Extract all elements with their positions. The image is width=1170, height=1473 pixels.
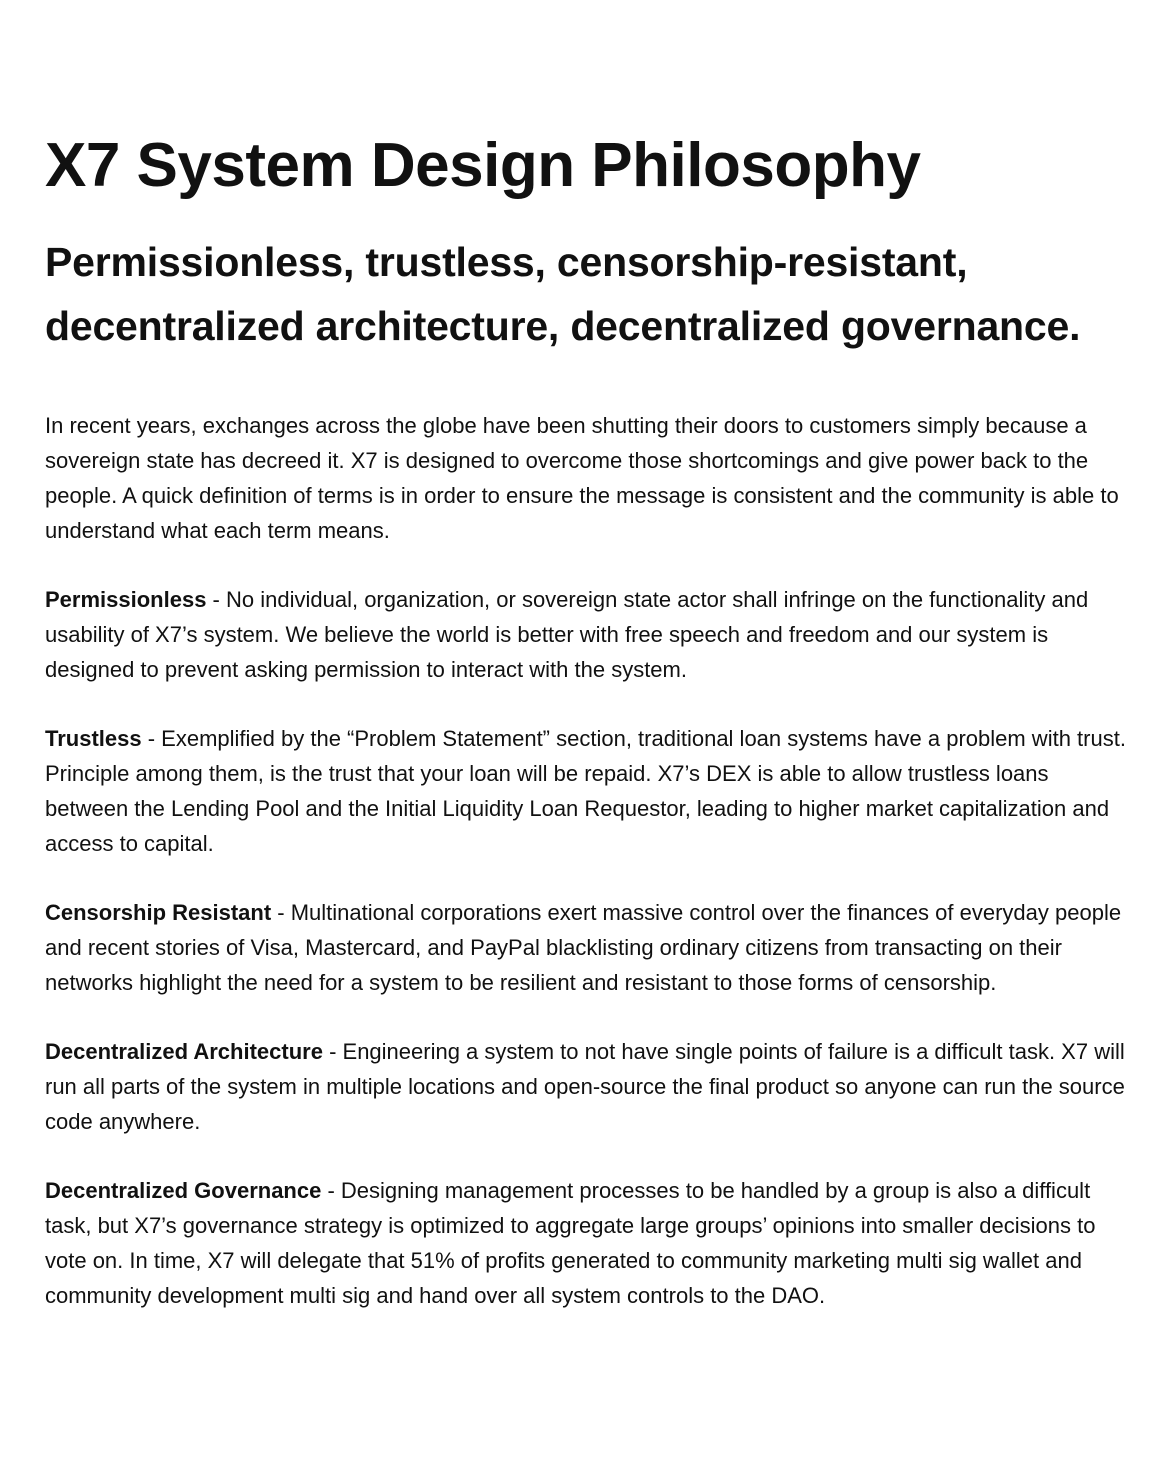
term-definition: Multinational corporations exert massive control over the finances of everyday people and recent stories of Visa, Mastercard, and PayPal blacklisting ordinary citizens from transacting on their networks highlight the need for a system to be resilient and resistant to those forms of censorship. xyxy=(45,900,1122,995)
term-paragraph-decentralized-governance xyxy=(45,1173,1130,1313)
term-definition: Designing management processes to be handled by a group is also a difficult task, but X7’s governance strategy is optimized to aggregate large groups’ opinions into smaller decisions to vote on. In time, X7 will delegate that 51% of profits generated to community marketing multi sig wallet and community development multi sig and hand over all system controls to the DAO. xyxy=(45,1178,1096,1308)
term-separator: - xyxy=(141,726,162,751)
term-separator: - xyxy=(321,1178,341,1203)
term-separator: - xyxy=(322,1039,343,1064)
term-name: Decentralized Governance xyxy=(45,1178,322,1203)
term-separator: - xyxy=(271,900,291,925)
document-page xyxy=(45,128,1130,1313)
term-name: Censorship Resistant xyxy=(45,900,272,925)
term-paragraph-permissionless xyxy=(45,582,1130,687)
term-paragraph-decentralized-architecture xyxy=(45,1034,1130,1139)
term-definition: Exemplified by the “Problem Statement” section, traditional loan systems have a problem with trust. Principle among them, is the trust that your loan will be repaid. X7’s DEX is able to allow trustless loans between the Lending Pool and the Initial Liquidity Loan Requestor, leading to higher market capitalization and access to capital. xyxy=(45,726,1126,856)
term-paragraph-censorship-resistant xyxy=(45,895,1130,1000)
term-paragraph-trustless xyxy=(45,721,1130,861)
document-subtitle: Permissionless, trustless, censorship-resistant, decentralized architecture, decentralized governance. xyxy=(45,239,1081,349)
term-name: Trustless xyxy=(45,726,142,751)
term-separator: - xyxy=(206,587,226,612)
term-name: Permissionless xyxy=(45,587,207,612)
document-title: X7 System Design Philosophy xyxy=(45,131,921,200)
term-name: Decentralized Architecture xyxy=(45,1039,323,1064)
intro-paragraph: In recent years, exchanges across the globe have been shutting their doors to customers simply because a sovereign state has decreed it. X7 is designed to overcome those shortcomings and give power back to the people. A quick definition of terms is in order to ensure the message is consistent and the community is able to understand what each term means. xyxy=(45,413,1119,543)
term-definition: Engineering a system to not have single points of failure is a difficult task. X7 will run all parts of the system in multiple locations and open-source the final product so anyone can run the source code anywhere. xyxy=(45,1039,1125,1134)
term-definition: No individual, organization, or sovereign state actor shall infringe on the functionality and usability of X7’s system. We believe the world is better with free speech and freedom and our system is designed to prevent asking permission to interact with the system. xyxy=(45,587,1089,682)
